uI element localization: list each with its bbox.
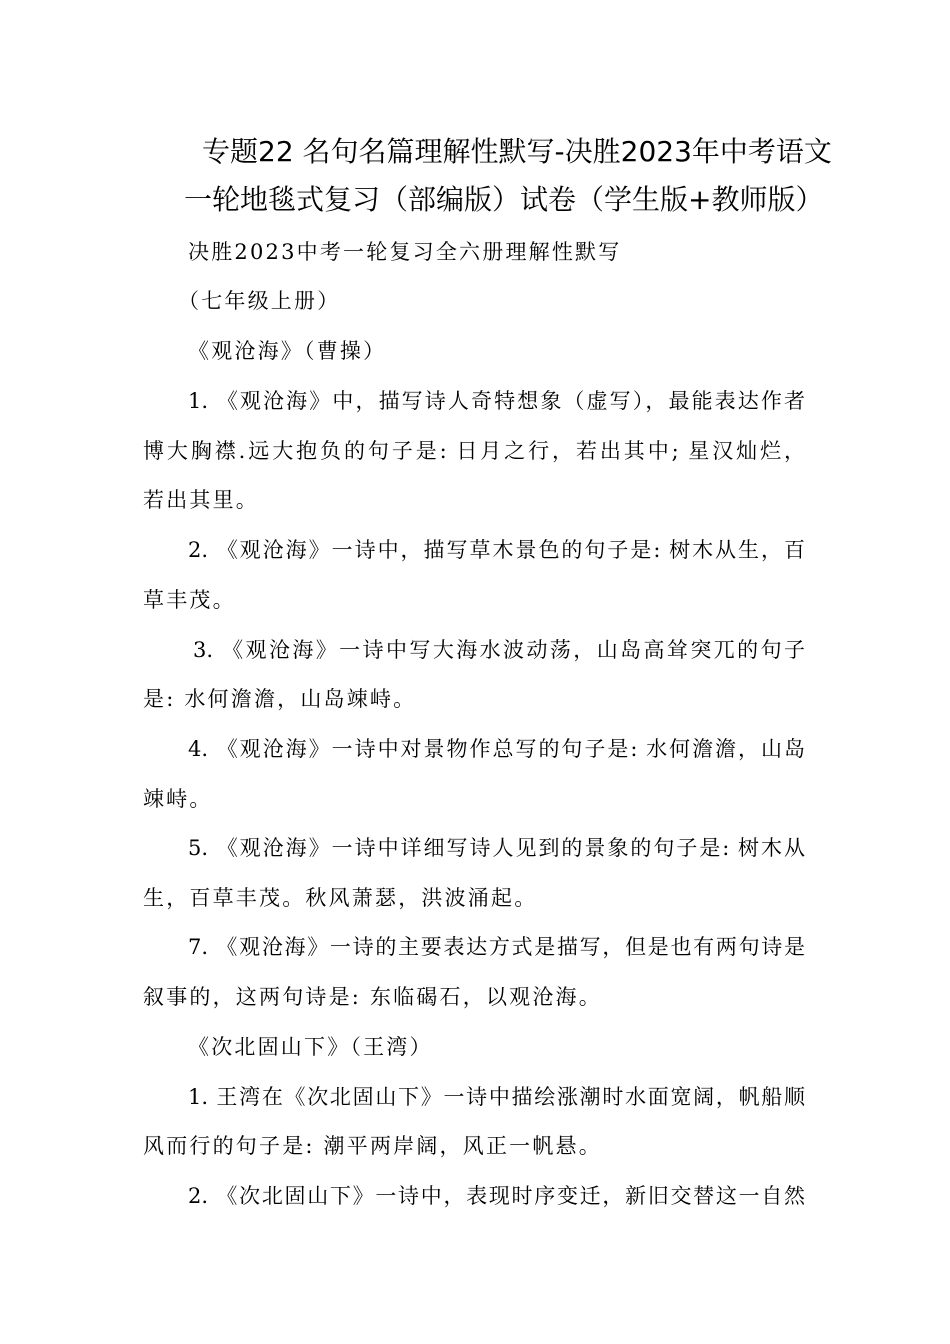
item-2-line-2: 草丰茂。 <box>143 588 236 612</box>
poem-2-item-2-line-1: 2. 《次北固山下》一诗中，表现时序变迁，新旧交替这一自然 <box>188 1184 805 1208</box>
item-3-line-2: 是: 水何澹澹，山岛竦峙。 <box>143 687 417 711</box>
item-5-line-2: 生，百草丰茂。秋风萧瑟，洪波涌起。 <box>143 886 538 910</box>
subtitle: 决胜2023中考一轮复习全六册理解性默写 <box>188 240 622 264</box>
document-title-line-1: 专题22 名句名篇理解性默写-决胜2023年中考语文 <box>202 135 832 168</box>
item-7-line-2: 叙事的，这两句诗是: 东临碣石，以观沧海。 <box>143 985 602 1009</box>
poem-2-item-1-line-2: 风而行的句子是: 潮平两岸阔，风正一帆悬。 <box>143 1134 602 1158</box>
item-4-line-1: 4. 《观沧海》一诗中对景物作总写的句子是: 水何澹澹，山岛 <box>188 737 805 761</box>
item-2-line-1: 2. 《观沧海》一诗中，描写草木景色的句子是: 树木从生，百 <box>188 538 805 562</box>
poem-2-item-1-line-1: 1. 王湾在《次北固山下》一诗中描绘涨潮时水面宽阔，帆船顺 <box>188 1085 805 1109</box>
item-1-line-1: 1. 《观沧海》中，描写诗人奇特想象（虚写），最能表达作者 <box>188 389 805 413</box>
item-1-line-3: 若出其里。 <box>143 488 259 512</box>
item-7-line-1: 7. 《观沧海》一诗的主要表达方式是描写，但是也有两句诗是 <box>188 935 805 959</box>
item-5-line-1: 5. 《观沧海》一诗中详细写诗人见到的景象的句子是: 树木从 <box>188 836 805 860</box>
item-1-line-2: 博大胸襟.远大抱负的句子是: 日月之行，若出其中; 星汉灿烂， <box>143 439 805 463</box>
document-title-line-2: 一轮地毯式复习（部编版）试卷（学生版+教师版） <box>184 183 824 216</box>
item-3-line-1: 3. 《观沧海》一诗中写大海水波动荡，山岛高耸突兀的句子 <box>193 638 805 662</box>
item-4-line-2: 竦峙。 <box>143 787 213 811</box>
section-grade-heading: （七年级上册） <box>178 289 341 313</box>
poem-heading-guancanghai: 《观沧海》（曹操） <box>188 339 387 363</box>
poem-heading-cibeigushanxia: 《次北固山下》（王湾） <box>188 1035 433 1059</box>
